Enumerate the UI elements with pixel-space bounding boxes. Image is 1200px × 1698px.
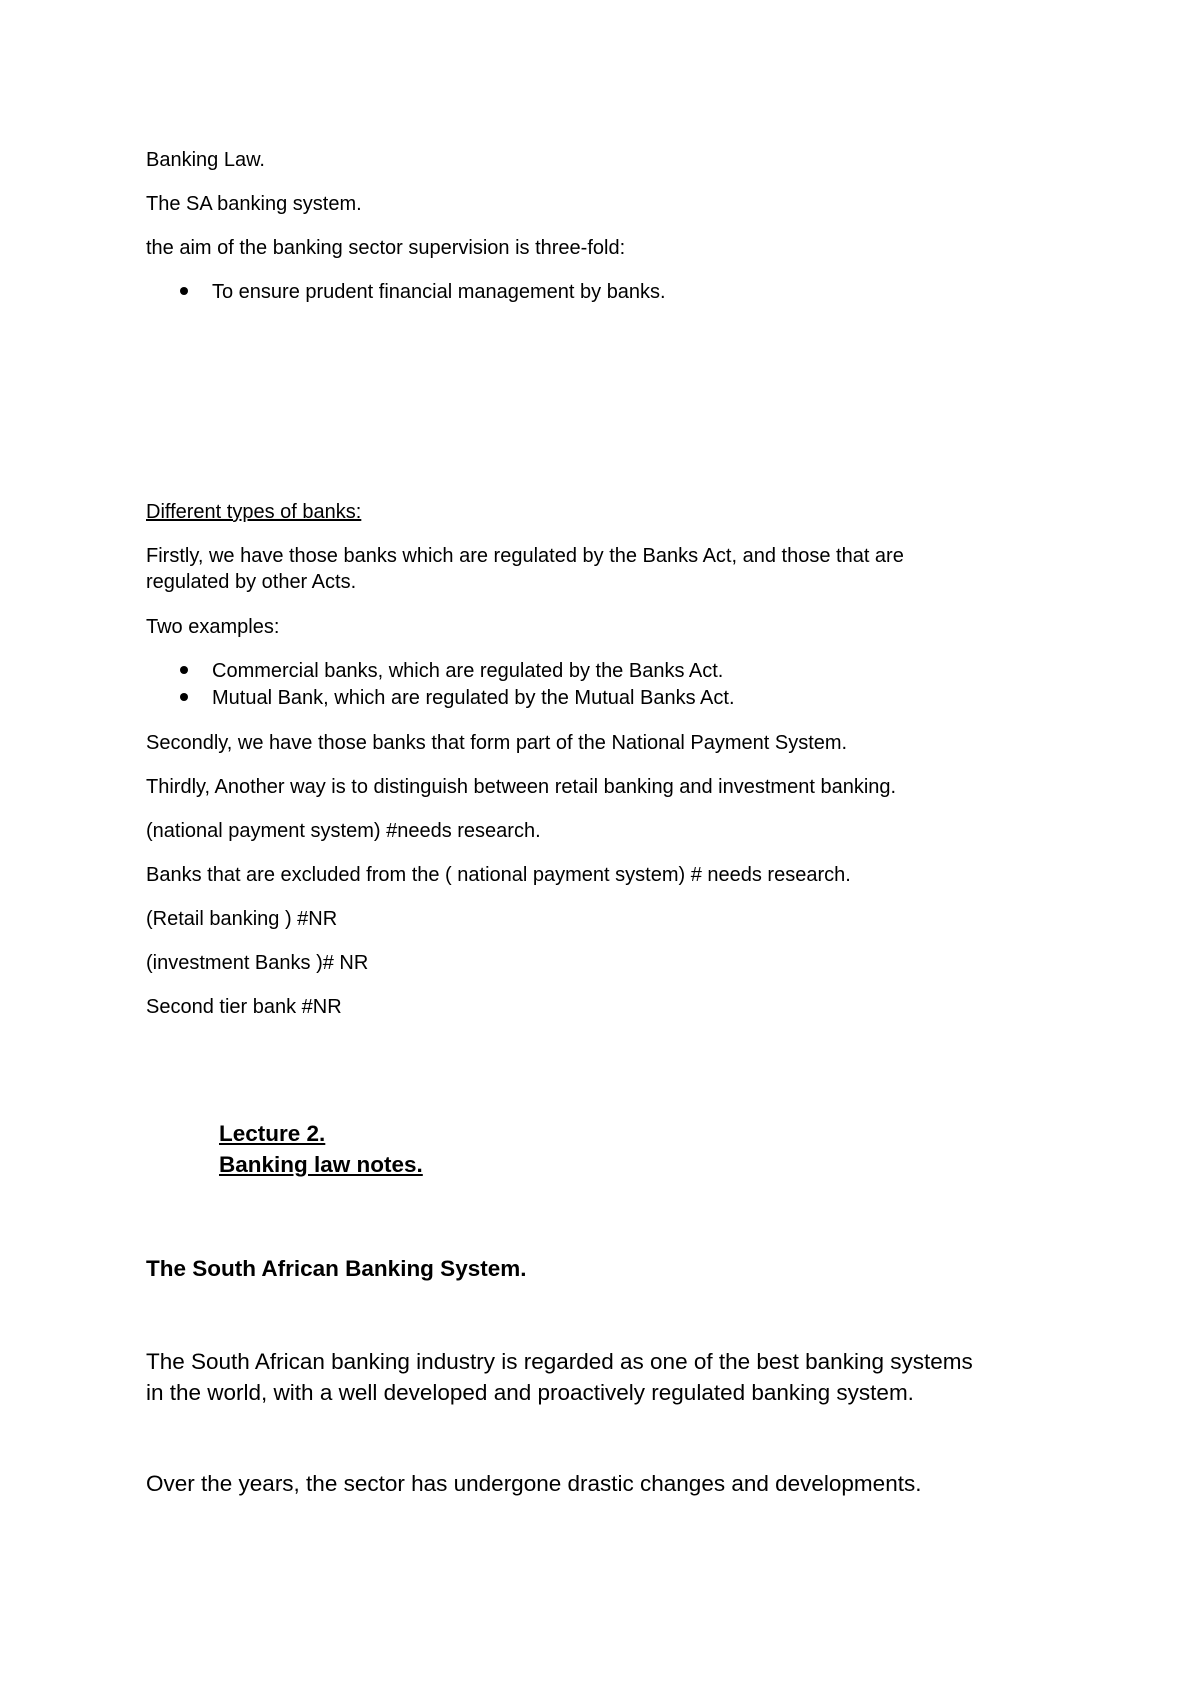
note-second-tier-bank: Second tier bank #NR xyxy=(146,996,342,1018)
thirdly-paragraph: Thirdly, Another way is to distinguish between retail banking and investment banking. xyxy=(146,776,897,798)
section-heading: The South African Banking System. xyxy=(146,1256,527,1281)
paragraph-1-line-1: The South African banking industry is regarded as one of the best banking systems xyxy=(146,1349,973,1374)
document-subtitle: The SA banking system. xyxy=(146,193,362,215)
aim-bullet-text: To ensure prudent financial management by banks. xyxy=(212,281,666,303)
note-retail-banking: (Retail banking ) #NR xyxy=(146,908,338,930)
lecture-heading: Lecture 2. xyxy=(219,1121,326,1146)
paragraph-2: Over the years, the sector has undergone drastic changes and developments. xyxy=(146,1471,922,1496)
paragraph-1-line-2: in the world, with a well developed and proactively regulated banking system. xyxy=(146,1380,914,1405)
aim-intro: the aim of the banking sector supervision is three-fold: xyxy=(146,237,626,259)
lecture-subheading: Banking law notes. xyxy=(219,1152,423,1177)
example-bullet-item xyxy=(180,658,723,684)
document-title: Banking Law. xyxy=(146,149,265,171)
bullet-icon xyxy=(180,666,188,674)
note-investment-banks: (investment Banks )# NR xyxy=(146,952,369,974)
aim-bullet-item xyxy=(180,279,666,305)
example-bullet-item xyxy=(180,685,735,711)
example-bullet-text: Commercial banks, which are regulated by the Banks Act. xyxy=(212,660,724,682)
note-national-payment-system: (national payment system) #needs research. xyxy=(146,820,541,842)
example-bullet-text: Mutual Bank, which are regulated by the Mutual Banks Act. xyxy=(212,687,735,709)
secondly-paragraph: Secondly, we have those banks that form part of the National Payment System. xyxy=(146,732,848,754)
bullet-icon xyxy=(180,693,188,701)
types-heading: Different types of banks: xyxy=(146,501,362,523)
firstly-line-1: Firstly, we have those banks which are regulated by the Banks Act, and those that are xyxy=(146,545,904,567)
note-excluded-banks: Banks that are excluded from the ( national payment system) # needs research. xyxy=(146,864,851,886)
firstly-line-2: regulated by other Acts. xyxy=(146,571,357,593)
bullet-icon xyxy=(180,287,188,295)
examples-intro: Two examples: xyxy=(146,616,280,638)
